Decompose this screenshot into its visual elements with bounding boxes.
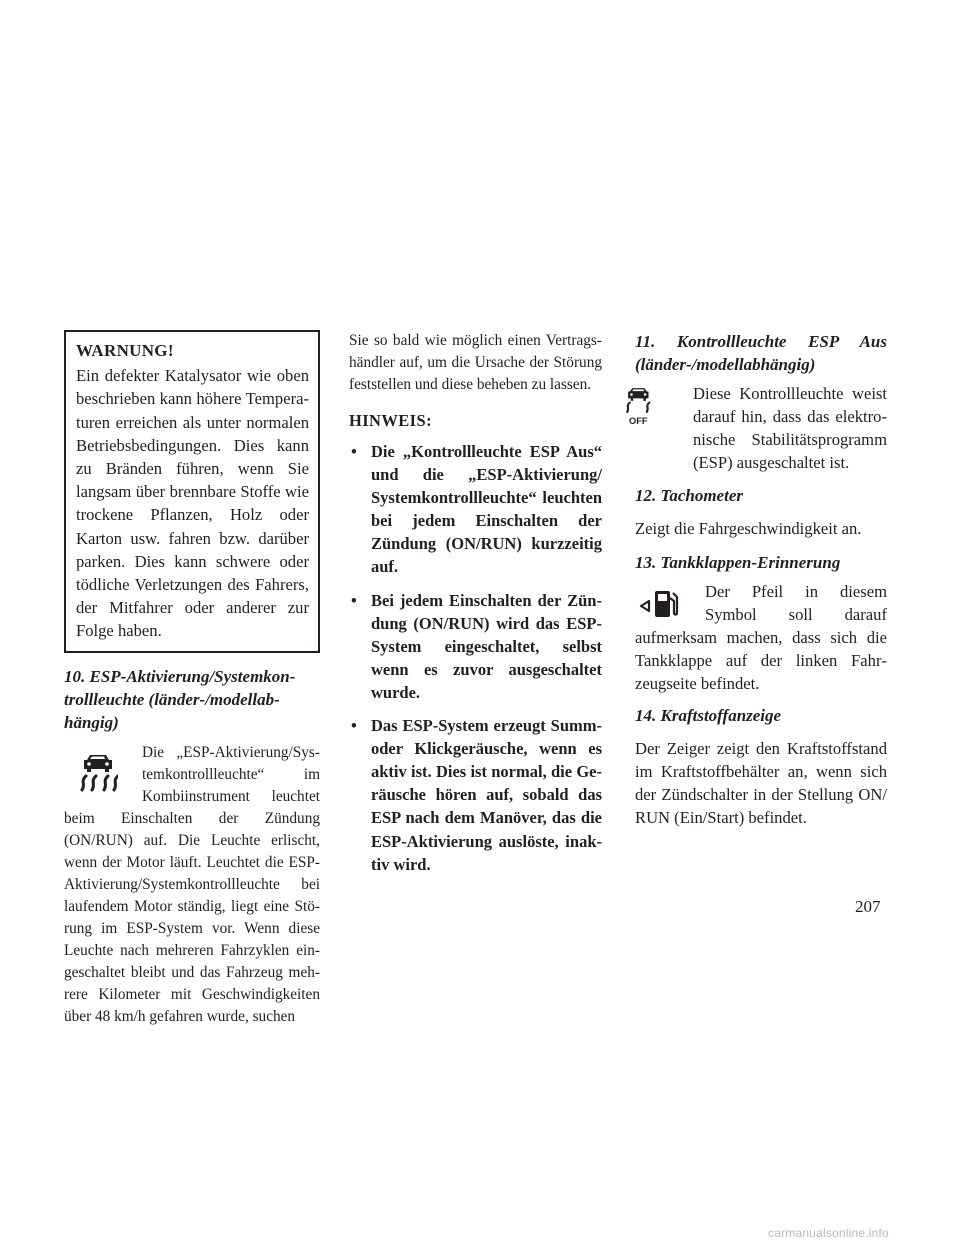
warning-text: Ein defekter Katalysator wie oben beschrieben kann höhere Temperaturen erreichen als unter normalen Betriebsbedingungen. Dies kann zu Bränden führen, wenn Sie langsam über brennbare Stoffe wie trockene Pflanzen, Holz oder Karton usw. fahren bzw. darüber parken. Dies kann schwere oder tödliche Verletzungen des Fahrers, der Mitfahrer oder anderer zur Folge haben. <box>76 366 309 641</box>
column-1 <box>64 330 320 1028</box>
section-14-heading: 14. Kraftstoffanzeige <box>635 706 782 725</box>
list-item: • Das ESP-System erzeugt Summ- oder Klickgeräusche, wenn es aktiv ist. Dies ist normal, die Geräusche hören auf, sobald das ESP nach dem Manöver, das die ESP-Aktivierung auslöste, inaktiv wird. <box>351 716 602 874</box>
list-item: • Die „Kontrollleuchte ESP Aus“ und die „ESP-Aktivierung/ Systemkontrollleuchte“ leuchten bei jedem Einschalten der Zündung (ON/RUN) kurzzeitig auf. <box>351 442 602 577</box>
section-10-text: Die „ESP-Aktivierung/Systemkontrollleuchte“ im Kombiinstrument leuchtet beim Einschalten der Zündung (ON/RUN) auf. Die Leuchte erlischt, wenn der Motor läuft. Leuchtet die ESP-Aktivierung/Systemkontrollleuchte bei laufendem Motor ständig, liegt eine Störung im ESP-System vor. Wenn diese Leuchte nach mehreren Fahrzyklen eingeschaltet bleibt und das Fahrzeug mehrere Kilometer mit Geschwindigkeiten über 48 km/h gefahren wurde, suchen <box>64 743 320 1025</box>
section-13-heading: 13. Tankklappen-Erinnerung <box>635 553 841 572</box>
column-2 <box>349 330 602 886</box>
hinweis-list <box>349 440 602 876</box>
section-13-body <box>635 580 887 695</box>
section-12-text: Zeigt die Fahrgeschwindigkeit an. <box>635 519 862 538</box>
section-14-text: Der Zeiger zeigt den Kraftstoffstand im Kraftstoffbehälter an, wenn sich der Zündschalter in der Stellung ON/ RUN (Ein/Start) befindet. <box>635 739 887 827</box>
list-item: • Bei jedem Einschalten der Zündung (ON/RUN) wird das ESP-System eingeschaltet, selbst wenn es zuvor ausgeschaltet wurde. <box>351 590 602 702</box>
warning-title: WARNUNG! <box>76 341 174 360</box>
section-11-body <box>628 382 887 474</box>
fuel-door-reminder-icon <box>637 586 681 622</box>
hinweis-label: HINWEIS: <box>349 411 432 430</box>
section-10-continuation: Sie so bald wie möglich einen Vertragshändler auf, um die Ursache der Störung feststellen und diese beheben zu lassen. <box>349 332 602 393</box>
section-13-text: Der Pfeil in diesem Symbol soll darauf aufmerksam machen, dass sich die Tankklappe auf der linken Fahrzeugseite befindet. <box>635 582 887 693</box>
watermark: carmanualsonline.info <box>768 1226 889 1240</box>
page-number: 207 <box>855 897 881 916</box>
esp-off-icon <box>623 386 657 426</box>
column-3 <box>628 330 887 829</box>
section-11-text: Diese Kontrollleuchte weist darauf hin, dass das elektronische Stabilitätsprogramm (ESP) ausgeschaltet ist. <box>693 384 887 472</box>
warning-box <box>64 330 320 653</box>
section-12-heading: 12. Tachometer <box>635 486 743 505</box>
esp-skid-car-icon <box>78 752 118 792</box>
section-10-body <box>64 742 320 1028</box>
section-11-heading: 11. Kontrollleuchte ESP Aus (länder-/modellabhängig) <box>635 332 887 374</box>
section-10-heading: 10. ESP-Aktivierung/Systemkontrollleuchte (länder-/modellabhängig) <box>64 666 296 732</box>
esp-off-label: OFF <box>628 415 648 426</box>
